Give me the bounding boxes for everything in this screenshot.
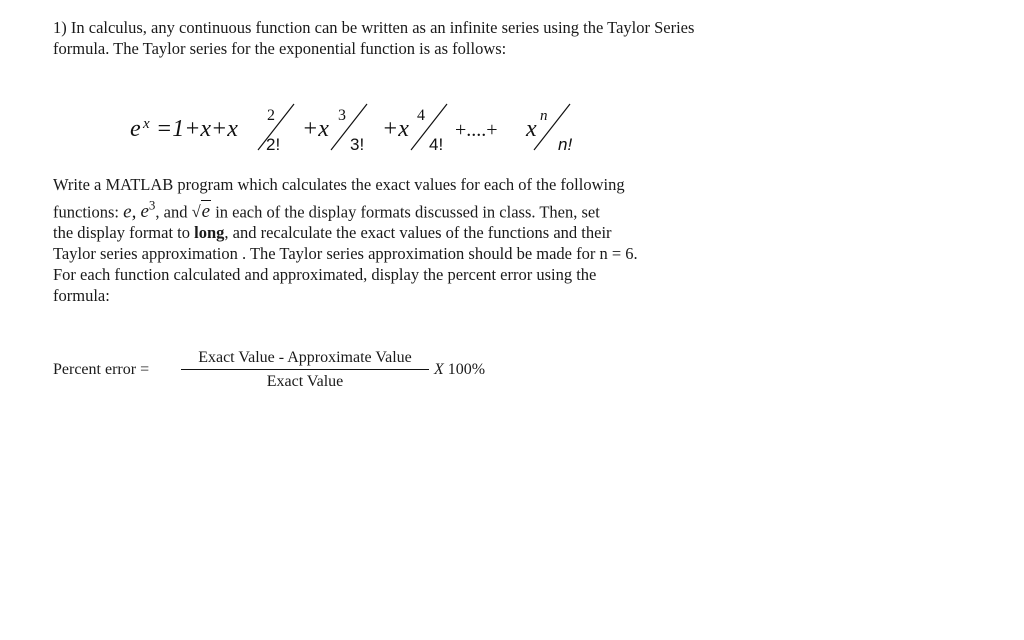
intro-text: 1) In calculus, any continuous function can be written as an infinite series using the Taylor Series formula. The Taylor series for the exponential function is as follows: <box>53 18 695 58</box>
task-line-4-text: Taylor series approximation . The Taylor series approximation should be made for n = 6. <box>53 244 638 264</box>
taylor-series-svg <box>130 98 650 158</box>
percent-error-denominator: Exact Value <box>266 373 344 390</box>
func-e: e <box>123 201 132 223</box>
fraction-bar <box>181 369 429 370</box>
formula-den-4: 4! <box>429 135 444 154</box>
multiplier-x: X <box>434 361 444 378</box>
percent-error-fraction <box>181 348 429 392</box>
funcs-suffix: in each of the display formats discussed in class. Then, set <box>215 202 600 222</box>
sqrt-symbol: √ <box>191 202 201 222</box>
func-e3-exp: 3 <box>148 198 156 213</box>
task-line-4 <box>53 243 753 264</box>
formula-exp-2: 2 <box>267 107 275 124</box>
func-e3-base: e <box>140 201 149 223</box>
formula-lhs-exp: x <box>143 116 150 132</box>
formula-term-n: x <box>526 116 537 142</box>
func-sep-2: , and <box>155 202 188 222</box>
task-line-5 <box>53 264 753 285</box>
formula-start: =1+x+x <box>156 116 238 142</box>
func-e3 <box>140 198 156 223</box>
task-line-3 <box>53 222 753 243</box>
formula-term-3: +x <box>302 116 329 142</box>
percent-error-multiplier <box>434 361 485 379</box>
formula-exp-4: 4 <box>417 107 425 124</box>
formula-exp-n: n <box>540 108 548 124</box>
intro-paragraph <box>53 17 743 59</box>
percent-error-numerator: Exact Value - Approximate Value <box>198 349 412 366</box>
line3-post: , and recalculate the exact values of the functions and their <box>224 223 612 243</box>
percent-error-label: Percent error = <box>53 361 150 378</box>
task-line-5-text: For each function calculated and approximated, display the percent error using the <box>53 265 597 285</box>
formula-den-2: 2! <box>266 135 281 154</box>
formula-ellipsis: +....+ <box>455 119 498 141</box>
task-line-2 <box>53 195 753 222</box>
task-line-6-text: formula: <box>53 286 110 306</box>
task-line-6 <box>53 285 753 306</box>
task-paragraph <box>53 174 753 306</box>
func-sqrt-e <box>192 202 212 221</box>
taylor-series-formula <box>130 98 650 158</box>
line3-pre: the display format to <box>53 223 195 243</box>
formula-exp-3: 3 <box>338 107 346 124</box>
func-sep-1: , <box>131 201 137 223</box>
line3-bold-long: long <box>194 223 225 243</box>
sqrt-radicand: e <box>201 201 211 223</box>
formula-term-4: +x <box>382 116 409 142</box>
formula-den-3: 3! <box>350 135 365 154</box>
formula-den-n: n! <box>558 135 573 154</box>
task-line-1-text: Write a MATLAB program which calculates the exact values for each of the following <box>53 175 625 194</box>
formula-lhs: e <box>130 116 141 142</box>
percent-error-formula <box>53 348 573 398</box>
task-line-1 <box>53 174 753 195</box>
funcs-prefix: functions: <box>53 202 119 222</box>
multiplier-value: 100% <box>447 361 486 378</box>
